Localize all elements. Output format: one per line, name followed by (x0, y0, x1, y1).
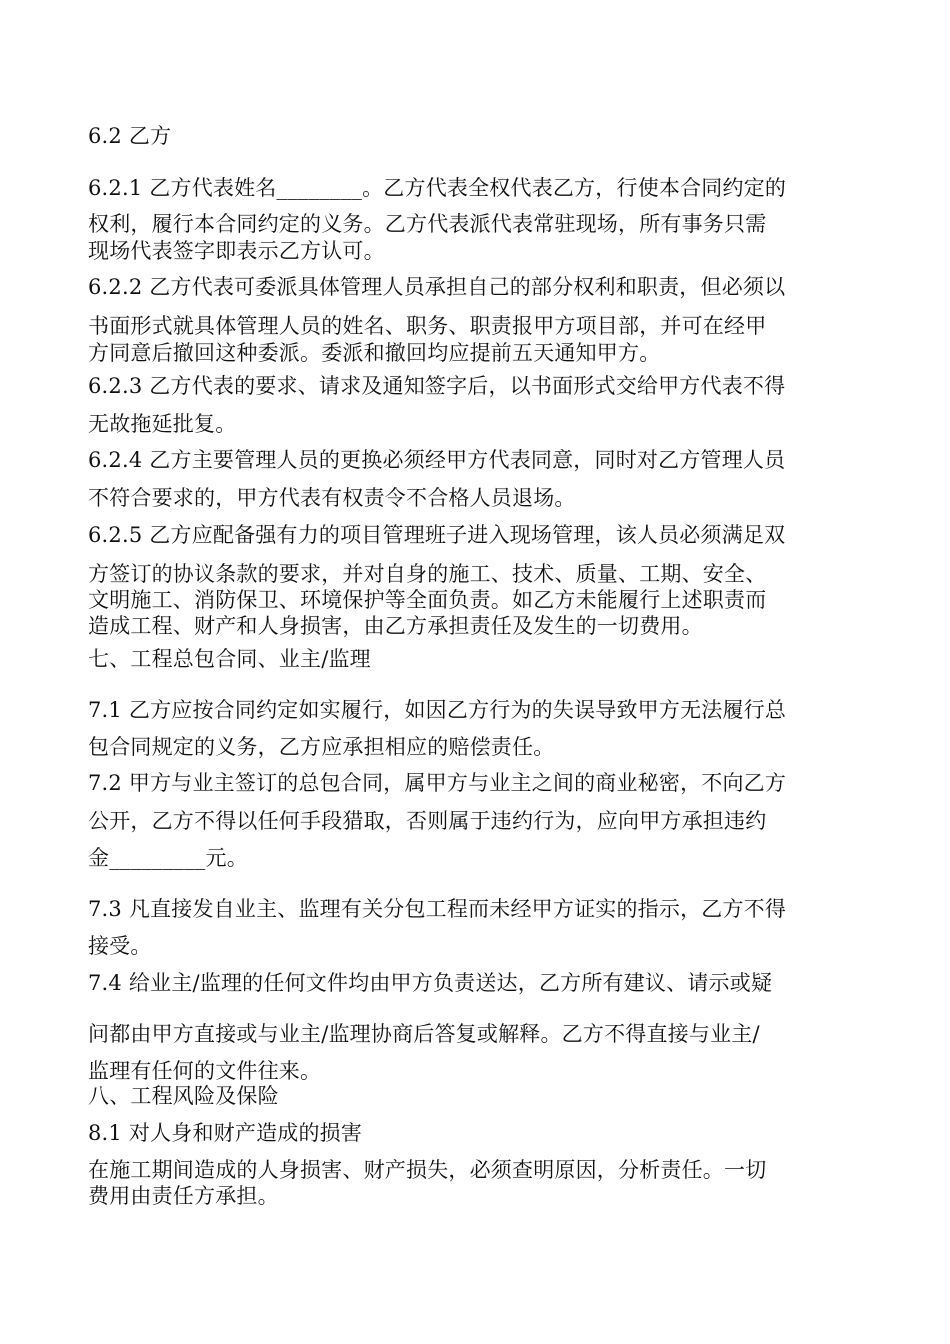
clause-7-1-line-1: 7.1 乙方应按合同约定如实履行，如因乙方行为的失误导致甲方无法履行总 (88, 698, 787, 722)
section-heading-8: 八、工程风险及保险 (88, 1084, 279, 1108)
clause-6-2-2-line-1: 6.2.2 乙方代表可委派具体管理人员承担自己的部分权利和职责，但必须以 (88, 275, 786, 299)
clause-8-1-heading: 8.1 对人身和财产造成的损害 (88, 1121, 363, 1145)
clause-6-2-2-line-3: 方同意后撤回这种委派。委派和撤回均应提前五天通知甲方。 (88, 341, 661, 365)
section-heading-6-2: 6.2 乙方 (88, 124, 172, 148)
clause-6-2-5-line-3: 文明施工、消防保卫、环境保护等全面负责。如乙方未能履行上述职责而 (88, 588, 767, 612)
clause-6-2-3-line-1: 6.2.3 乙方代表的要求、请求及通知签字后，以书面形式交给甲方代表不得 (88, 374, 786, 398)
clause-6-2-3-line-2: 无故拖延批复。 (88, 412, 237, 436)
clause-7-2-line-1: 7.2 甲方与业主签订的总包合同，属甲方与业主之间的商业秘密，不向乙方 (88, 771, 787, 795)
clause-6-2-1-line-1: 6.2.1 乙方代表姓名________。乙方代表全权代表乙方，行使本合同约定的 (88, 176, 787, 200)
clause-6-2-1-line-2: 权利，履行本合同约定的义务。乙方代表派代表常驻现场，所有事务只需 (88, 212, 767, 236)
clause-8-1-line-2: 费用由责任方承担。 (88, 1184, 279, 1208)
clause-7-2-line-2: 公开，乙方不得以任何手段猎取，否则属于违约行为，应向甲方承担违约 (88, 809, 767, 833)
clause-7-2-line-3: 金_________元。 (88, 846, 248, 870)
clause-6-2-1-line-3: 现场代表签字即表示乙方认可。 (88, 239, 385, 263)
clause-6-2-2-line-2: 书面形式就具体管理人员的姓名、职务、职责报甲方项目部，并可在经甲 (88, 314, 767, 338)
section-heading-7: 七、工程总包合同、业主/监理 (88, 647, 371, 671)
clause-6-2-5-line-4: 造成工程、财产和人身损害，由乙方承担责任及发生的一切费用。 (88, 614, 703, 638)
clause-6-2-5-line-2: 方签订的协议条款的要求，并对自身的施工、技术、质量、工期、安全、 (88, 562, 767, 586)
clause-7-4-line-2: 问都由甲方直接或与业主/监理协商后答复或解释。乙方不得直接与业主/ (88, 1022, 760, 1046)
clause-7-1-line-2: 包合同规定的义务，乙方应承担相应的赔偿责任。 (88, 735, 555, 759)
clause-7-4-line-3: 监理有任何的文件往来。 (88, 1059, 322, 1083)
clause-6-2-4-line-1: 6.2.4 乙方主要管理人员的更换必须经甲方代表同意，同时对乙方管理人员 (88, 448, 786, 472)
clause-7-3-line-2: 接受。 (88, 934, 152, 958)
clause-7-3-line-1: 7.3 凡直接发自业主、监理有关分包工程而未经甲方证实的指示，乙方不得 (88, 897, 787, 921)
clause-7-4-line-1: 7.4 给业主/监理的任何文件均由甲方负责送达，乙方所有建议、请示或疑 (88, 971, 773, 995)
clause-8-1-line-1: 在施工期间造成的人身损害、财产损失，必须查明原因，分析责任。一切 (88, 1158, 767, 1182)
clause-6-2-5-line-1: 6.2.5 乙方应配备强有力的项目管理班子进入现场管理，该人员必须满足双 (88, 523, 786, 547)
clause-6-2-4-line-2: 不符合要求的，甲方代表有权责令不合格人员退场。 (88, 486, 576, 510)
